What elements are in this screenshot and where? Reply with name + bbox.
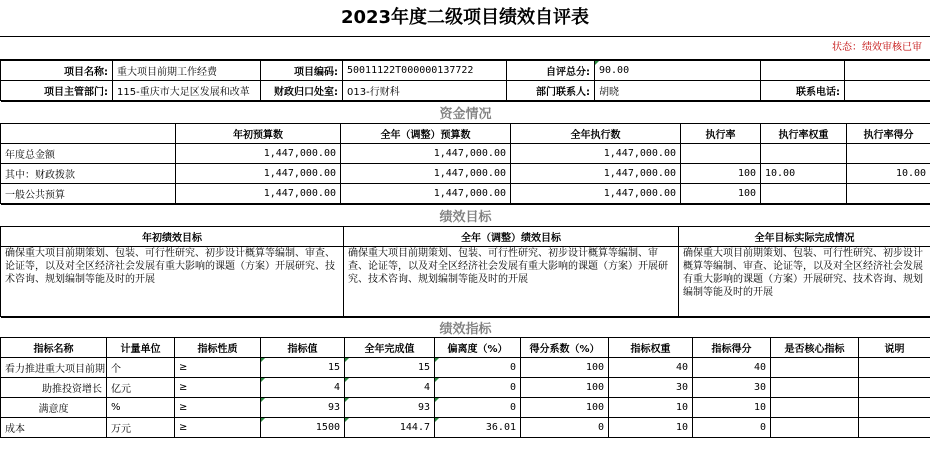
indicator-weight: 40	[609, 358, 693, 378]
adjusted-goal-text: 确保重大项目前期策划、包装、可行性研究、初步设计概算等编制、审查、论证等，以及对全区经济社会发展有重大影响的课题（方案）开展研究、技术咨询、规划编制等能及时的开展	[344, 247, 679, 317]
indicator-weight: 10	[609, 398, 693, 418]
contact-label: 部门联系人:	[507, 81, 595, 101]
funds-weight: 10.00	[761, 164, 847, 184]
funds-budget: 1,447,000.00	[176, 164, 341, 184]
indicator-header: 全年完成值	[345, 338, 435, 358]
indicator-core	[771, 378, 859, 398]
project-code-label: 项目编码:	[261, 61, 343, 81]
indicator-unit: %	[107, 398, 175, 418]
indicator-score: 0	[693, 418, 771, 438]
finance-office-label: 财政归口处室:	[261, 81, 343, 101]
funds-header: 执行率得分	[847, 124, 930, 144]
funds-row-name: 年度总金额	[1, 144, 176, 164]
funds-executed: 1,447,000.00	[511, 144, 681, 164]
funds-executed: 1,447,000.00	[511, 184, 681, 204]
project-name-value: 重大项目前期工作经费	[113, 61, 261, 81]
indicator-weight: 30	[609, 378, 693, 398]
funds-budget: 1,447,000.00	[176, 184, 341, 204]
funds-executed: 1,447,000.00	[511, 164, 681, 184]
indicator-target: 93	[261, 398, 345, 418]
goals-table	[0, 204, 930, 317]
indicator-score: 30	[693, 378, 771, 398]
indicator-header: 得分系数（%）	[521, 338, 609, 358]
funds-budget: 1,447,000.00	[176, 144, 341, 164]
indicator-coef: 0	[521, 418, 609, 438]
indicator-header: 指标名称	[1, 338, 107, 358]
funds-header: 全年（调整）预算数	[341, 124, 511, 144]
indicators-section-title: 绩效指标	[1, 318, 930, 338]
indicator-score: 40	[693, 358, 771, 378]
goals-header: 全年（调整）绩效目标	[344, 227, 679, 247]
indicator-note	[859, 358, 930, 378]
indicator-actual: 15	[345, 358, 435, 378]
phone-label: 联系电话:	[761, 81, 845, 101]
goals-header: 全年目标实际完成情况	[679, 227, 930, 247]
indicator-header: 是否核心指标	[771, 338, 859, 358]
indicator-unit: 个	[107, 358, 175, 378]
indicator-deviation: 36.01	[435, 418, 521, 438]
indicator-nature: ≥	[175, 378, 261, 398]
funds-header: 全年执行数	[511, 124, 681, 144]
funds-weight	[761, 144, 847, 164]
goals-header: 年初绩效目标	[1, 227, 344, 247]
finance-office-value: 013-行财科	[343, 81, 507, 101]
total-score-label: 自评总分:	[507, 61, 595, 81]
funds-rate: 100	[681, 164, 761, 184]
initial-goal-text: 确保重大项目前期策划、包装、可行性研究、初步设计概算等编制、审查、论证等，以及对全区经济社会发展有重大影响的课题（方案）开展研究、技术咨询、规划编制等能及时的开展	[1, 247, 344, 317]
indicator-note	[859, 418, 930, 438]
indicators-table	[0, 317, 930, 438]
indicator-note	[859, 378, 930, 398]
indicator-target: 4	[261, 378, 345, 398]
indicator-deviation: 0	[435, 358, 521, 378]
funds-rate	[681, 144, 761, 164]
indicator-unit: 万元	[107, 418, 175, 438]
indicator-unit: 亿元	[107, 378, 175, 398]
funds-rate: 100	[681, 184, 761, 204]
funds-header: 执行率权重	[761, 124, 847, 144]
actual-goal-text: 确保重大项目前期策划、包装、可行性研究、初步设计概算等编制、审查、论证等，以及对全区经济社会发展有重大影响的课题（方案）开展研究、技术咨询、规划编制等能及时的开展	[679, 247, 930, 317]
indicator-nature: ≥	[175, 398, 261, 418]
indicator-coef: 100	[521, 358, 609, 378]
funds-adjusted: 1,447,000.00	[341, 184, 511, 204]
funds-adjusted: 1,447,000.00	[341, 164, 511, 184]
project-code-value: 50011122T000000137722	[343, 61, 507, 81]
page-title: 2023年度二级项目绩效自评表	[0, 0, 930, 37]
funds-score	[847, 184, 930, 204]
indicator-deviation: 0	[435, 398, 521, 418]
indicator-header: 指标权重	[609, 338, 693, 358]
project-name-label: 项目名称:	[1, 61, 113, 81]
indicator-coef: 100	[521, 398, 609, 418]
indicator-core	[771, 398, 859, 418]
indicator-score: 10	[693, 398, 771, 418]
funds-header: 年初预算数	[176, 124, 341, 144]
status-text: 状态：绩效审核已审	[0, 37, 930, 60]
indicator-nature: ≥	[175, 358, 261, 378]
indicator-core	[771, 418, 859, 438]
funds-score: 10.00	[847, 164, 930, 184]
indicator-weight: 10	[609, 418, 693, 438]
indicator-name: 助推投资增长	[1, 378, 107, 398]
indicator-header: 偏离度（%）	[435, 338, 521, 358]
indicator-actual: 93	[345, 398, 435, 418]
funds-score	[847, 144, 930, 164]
indicator-name: 满意度	[1, 398, 107, 418]
indicator-target: 15	[261, 358, 345, 378]
indicator-actual: 4	[345, 378, 435, 398]
indicator-header: 指标值	[261, 338, 345, 358]
phone-value	[845, 81, 930, 101]
indicator-nature: ≥	[175, 418, 261, 438]
indicator-core	[771, 358, 859, 378]
indicator-header: 计量单位	[107, 338, 175, 358]
indicator-deviation: 0	[435, 378, 521, 398]
total-score-value: 90.00	[595, 61, 761, 81]
funds-row-name: 一般公共预算	[1, 184, 176, 204]
funds-header: 执行率	[681, 124, 761, 144]
funds-table	[0, 101, 930, 204]
indicator-header: 指标得分	[693, 338, 771, 358]
goals-section-title: 绩效目标	[1, 205, 930, 227]
indicator-target: 1500	[261, 418, 345, 438]
indicator-name: 看力推进重大项目前期	[1, 358, 107, 378]
funds-row-name: 其中：财政拨款	[1, 164, 176, 184]
indicator-actual: 144.7	[345, 418, 435, 438]
indicator-header: 指标性质	[175, 338, 261, 358]
dept-label: 项目主管部门:	[1, 81, 113, 101]
funds-adjusted: 1,447,000.00	[341, 144, 511, 164]
indicator-header: 说明	[859, 338, 930, 358]
dept-value: 115-重庆市大足区发展和改革	[113, 81, 261, 101]
project-info-table	[0, 60, 930, 101]
contact-value: 胡晓	[595, 81, 761, 101]
indicator-note	[859, 398, 930, 418]
funds-section-title: 资金情况	[1, 102, 930, 124]
funds-weight	[761, 184, 847, 204]
indicator-coef: 100	[521, 378, 609, 398]
indicator-name: 成本	[1, 418, 107, 438]
